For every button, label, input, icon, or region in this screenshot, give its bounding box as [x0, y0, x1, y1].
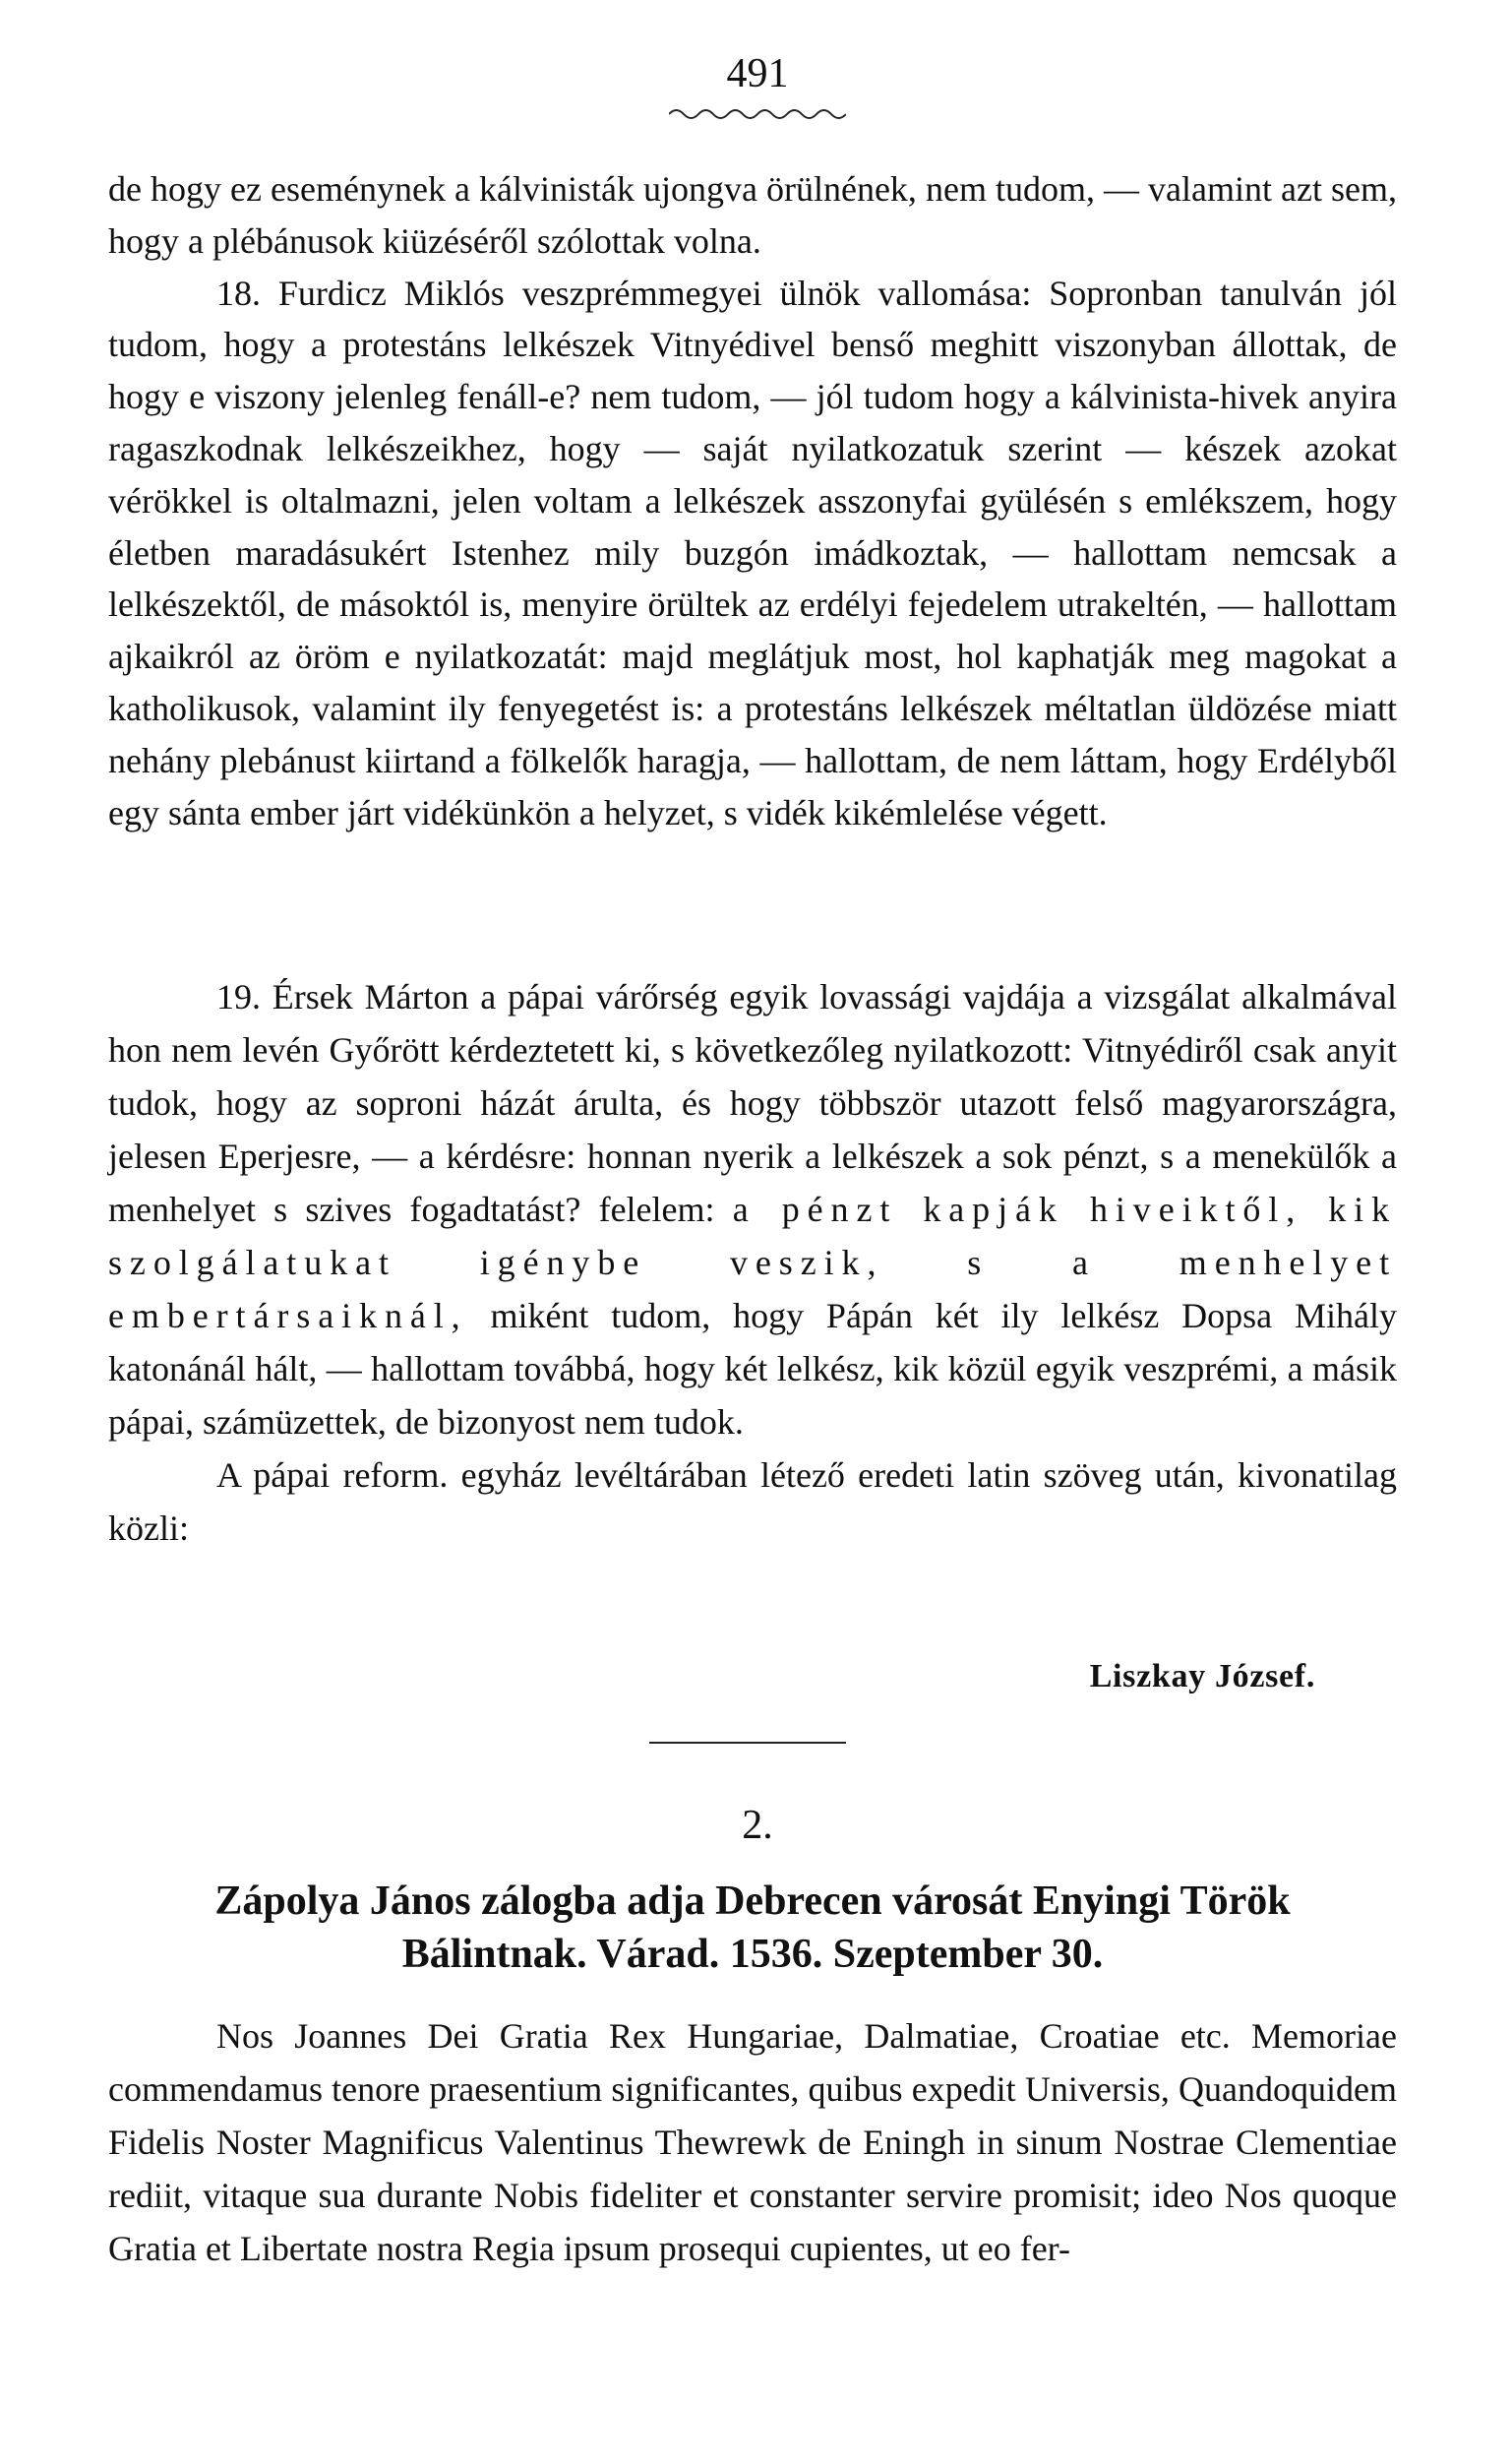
- paragraph-continuation: de hogy ez eseménynek a kálvinisták ujongva örülnének, nem tudom, — valamint azt sem, hogy a plébánusok kiüzéséről szólottak volna.: [108, 169, 1397, 261]
- paragraph-19: [108, 970, 1397, 1448]
- paragraph-19-end: miként tudom, hogy Pápán két ily lelkész Dopsa Mihály katonánál hált, — hallottam továbbá, hogy két lelkész, kik közül egyik veszprémi, a másik pápai, számüzettek, de bizonyost nem tudok.: [108, 1296, 1397, 1442]
- document-title-line-2: Bálintnak. Várad. 1536. Szeptember 30.: [401, 1932, 1104, 1977]
- paragraph-source-note: A pápai reform. egyház levéltárában létező eredeti latin szöveg után, kivonatilag közli:: [108, 1455, 1397, 1548]
- page-number: 491: [726, 51, 789, 96]
- section-1b-text: [108, 970, 1397, 1555]
- paragraph-latin: Nos Joannes Dei Gratia Rex Hungariae, Dalmatiae, Croatiae etc. Memoriae commendamus tenore praesentium significantes, quibus expedit Universis, Quandoquidem Fidelis Noster Magnificus Valentinus Thewrewk de Eningh in sinum Nostrae Clementiae rediit, vitaque sua durante Nobis fideliter et constanter servire promisit; ideo Nos quoque Gratia et Libertate nostra Regia ipsum prosequi cupientes, ut eo fer-: [108, 2016, 1397, 2268]
- document-number: 2.: [742, 1803, 773, 1848]
- document-title-line-1: Zápolya János zálogba adja Debrecen városát Enyingi Török: [214, 1878, 1291, 1924]
- paragraph-19-spaced: a pénzt kapják hiveiktől, kik szolgálatukat igénybe veszik, s a menhelyet embertársaiknál,: [108, 1190, 1397, 1335]
- section-divider: [649, 1742, 846, 1744]
- document-title: [108, 1875, 1397, 1981]
- section-1-text: [108, 163, 1397, 838]
- signature: Liszkay József.: [1089, 1658, 1315, 1694]
- latin-text: [108, 2009, 1397, 2275]
- paragraph-18: 18. Furdicz Miklós veszprémmegyei ülnök vallomása: Sopronban tanulván jól tudom, hogy a protestáns lelkészek Vitnyédivel benső meghitt viszonyban állottak, de hogy e viszony jelenleg fenáll-e? nem tudom, — jól tudom hogy a kálvinista-hivek anyira ragaszkodnak lelkészeikhez, hogy — saját nyilatkozatuk szerint — készek azokat vérökkel is oltalmazni, jelen voltam a lelkészek asszonyfai gyülésén s emlékszem, hogy életben maradásukért Istenhez mily buzgón imádkoztak, — hallottam nemcsak a lelkészektől, de másoktól is, menyire örültek az erdélyi fejedelem utrakeltén, — hallottam ajkaikról az öröm e nyilatkozatát: majd meglátjuk most, hol kaphatják meg magokat a katholikusok, valamint ily fenyegetést is: a protestáns lelkészek méltatlan üldözése miatt nehány plebánust kiirtand a fölkelők haragja, — hallottam, de nem láttam, hogy Erdélyből egy sánta ember járt vidékünkön a helyzet, s vidék kikémlelése végett.: [108, 273, 1397, 832]
- page-number-ornament: [669, 106, 846, 122]
- paragraph-19-start: 19. Érsek Márton a pápai várőrség egyik lovassági vajdája a vizsgálat alkalmával hon nem levén Győrött kérdeztetett ki, s következőleg nyilatkozott: Vitnyédiről csak anyit tudok, hogy az soproni házát árulta, és hogy többször utazott felső magyarországra, jelesen Eperjesre, — a kérdésre: honnan nyerik a lelkészek a sok pénzt, s a menekülők a menhelyet s szives fogadtatást? felelem:: [108, 977, 1397, 1229]
